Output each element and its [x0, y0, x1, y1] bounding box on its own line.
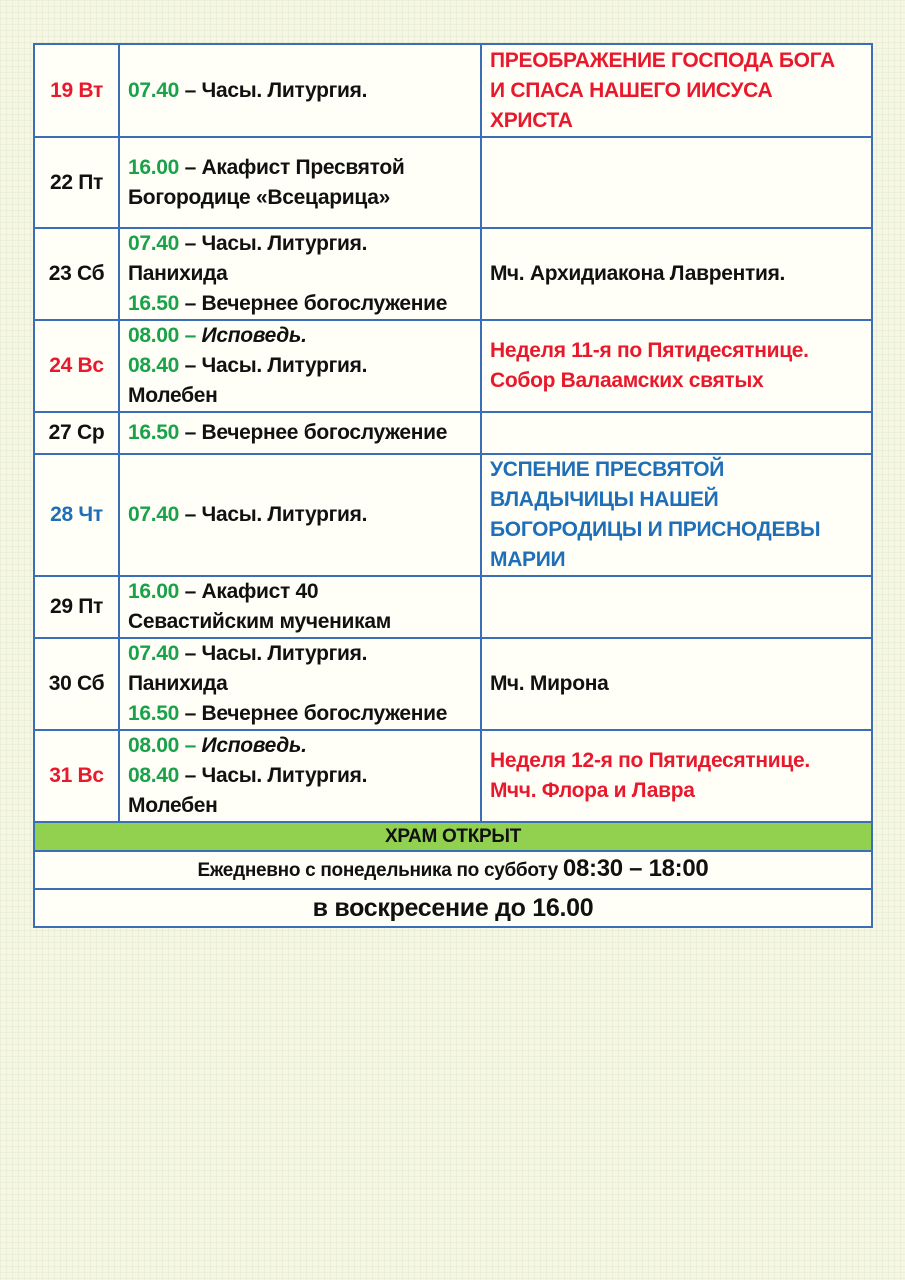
- service-cell: [119, 454, 481, 576]
- service-line: [128, 607, 472, 637]
- service-dash: –: [179, 324, 202, 347]
- service-line: [128, 381, 472, 411]
- temple-open-header-row: [34, 822, 872, 851]
- service-text: – Часы. Литургия.: [179, 642, 368, 665]
- feast-cell: [481, 638, 872, 730]
- feast-line: БОГОРОДИЦЫ И ПРИСНОДЕВЫ: [490, 518, 821, 541]
- service-time: 16.00: [128, 155, 180, 179]
- service-text: Исповедь.: [201, 324, 307, 347]
- schedule-footer: [34, 822, 872, 927]
- schedule-row: [34, 228, 872, 320]
- feast-cell: [481, 228, 872, 320]
- service-line: [128, 76, 472, 106]
- service-text: – Акафист 40: [179, 580, 319, 603]
- service-text: Молебен: [128, 794, 218, 817]
- service-line: [128, 639, 472, 669]
- day-cell: 22 Пт: [34, 137, 119, 228]
- service-time: 16.50: [128, 292, 180, 315]
- feast-line: Мч. Мирона: [490, 672, 609, 695]
- weekday-hours-value: 08:30 – 18:00: [562, 855, 709, 882]
- service-line: [128, 259, 472, 289]
- feast-cell: [481, 412, 872, 454]
- service-text: – Часы. Литургия.: [179, 354, 368, 377]
- schedule-row: [34, 454, 872, 576]
- service-line: [128, 500, 472, 530]
- service-cell: [119, 638, 481, 730]
- service-cell: [119, 576, 481, 638]
- service-time: 08.40: [128, 764, 180, 787]
- day-cell: 31 Вс: [34, 730, 119, 822]
- feast-line: Мч. Архидиакона Лаврентия.: [490, 262, 786, 285]
- sunday-hours-row: [34, 889, 872, 927]
- service-line: [128, 153, 472, 183]
- weekday-hours-row: [34, 851, 872, 889]
- service-time: 08.00: [128, 324, 180, 347]
- service-text: Панихида: [128, 262, 228, 285]
- feast-line: ВЛАДЫЧИЦЫ НАШЕЙ: [490, 488, 719, 511]
- schedule-row: [34, 576, 872, 638]
- feast-line: Мчч. Флора и Лавра: [490, 779, 695, 802]
- service-line: [128, 699, 472, 729]
- schedule-row: [34, 412, 872, 454]
- service-line: [128, 669, 472, 699]
- weekday-hours-label: Ежедневно с понедельника по субботу: [197, 860, 563, 881]
- day-cell: 27 Ср: [34, 412, 119, 454]
- service-cell: [119, 44, 481, 137]
- service-line: [128, 229, 472, 259]
- service-time: 16.50: [128, 702, 180, 725]
- schedule-row: [34, 137, 872, 228]
- feast-line: МАРИИ: [490, 548, 566, 571]
- service-text: Панихида: [128, 672, 228, 695]
- service-cell: [119, 412, 481, 454]
- schedule-row: [34, 730, 872, 822]
- day-cell: 30 Сб: [34, 638, 119, 730]
- service-text: – Вечернее богослужение: [179, 421, 448, 444]
- service-cell: [119, 137, 481, 228]
- service-text: Богородице «Всецарица»: [128, 185, 390, 209]
- schedule-row: [34, 638, 872, 730]
- temple-open-header: ХРАМ ОТКРЫТ: [34, 822, 872, 851]
- service-line: [128, 791, 472, 821]
- service-text: – Часы. Литургия.: [179, 764, 368, 787]
- service-line: [128, 321, 472, 351]
- feast-cell: [481, 320, 872, 412]
- service-text: Севастийским мученикам: [128, 610, 391, 633]
- service-cell: [119, 730, 481, 822]
- service-time: 08.40: [128, 354, 180, 377]
- service-time: 16.00: [128, 580, 180, 603]
- day-cell: 23 Сб: [34, 228, 119, 320]
- day-cell: 28 Чт: [34, 454, 119, 576]
- service-line: [128, 183, 472, 213]
- feast-line: Собор Валаамских святых: [490, 369, 764, 392]
- service-dash: –: [179, 734, 202, 757]
- service-text: – Акафист Пресвятой: [179, 155, 405, 179]
- day-cell: 24 Вс: [34, 320, 119, 412]
- service-cell: [119, 228, 481, 320]
- feast-line: ПРЕОБРАЖЕНИЕ ГОСПОДА БОГА: [490, 48, 835, 72]
- service-text: – Часы. Литургия.: [179, 503, 368, 526]
- service-text: Исповедь.: [201, 734, 307, 757]
- service-time: 16.50: [128, 421, 180, 444]
- service-line: [128, 761, 472, 791]
- day-cell: 29 Пт: [34, 576, 119, 638]
- feast-cell: [481, 576, 872, 638]
- schedule-table: [33, 43, 873, 928]
- service-time: 07.40: [128, 78, 180, 102]
- feast-cell: [481, 137, 872, 228]
- feast-line: ХРИСТА: [490, 108, 573, 132]
- service-text: – Вечернее богослужение: [179, 702, 448, 725]
- sunday-hours: в воскресение до 16.00: [34, 889, 872, 927]
- weekday-hours: [34, 851, 872, 889]
- service-time: 08.00: [128, 734, 180, 757]
- feast-line: И СПАСА НАШЕГО ИИСУСА: [490, 78, 773, 102]
- service-line: [128, 731, 472, 761]
- feast-line: Неделя 12-я по Пятидесятнице.: [490, 749, 810, 772]
- service-time: 07.40: [128, 503, 180, 526]
- feast-cell: [481, 454, 872, 576]
- service-line: [128, 351, 472, 381]
- service-line: [128, 418, 472, 448]
- service-time: 07.40: [128, 232, 180, 255]
- schedule-body: [34, 44, 872, 822]
- service-line: [128, 289, 472, 319]
- service-text: – Часы. Литургия.: [179, 78, 368, 102]
- service-text: Молебен: [128, 384, 218, 407]
- service-text: – Часы. Литургия.: [179, 232, 368, 255]
- service-text: – Вечернее богослужение: [179, 292, 448, 315]
- service-time: 07.40: [128, 642, 180, 665]
- feast-line: УСПЕНИЕ ПРЕСВЯТОЙ: [490, 458, 725, 481]
- feast-line: Неделя 11-я по Пятидесятнице.: [490, 339, 809, 362]
- feast-cell: [481, 44, 872, 137]
- schedule-row: [34, 320, 872, 412]
- day-cell: 19 Вт: [34, 44, 119, 137]
- schedule-row: [34, 44, 872, 137]
- feast-cell: [481, 730, 872, 822]
- service-line: [128, 577, 472, 607]
- service-cell: [119, 320, 481, 412]
